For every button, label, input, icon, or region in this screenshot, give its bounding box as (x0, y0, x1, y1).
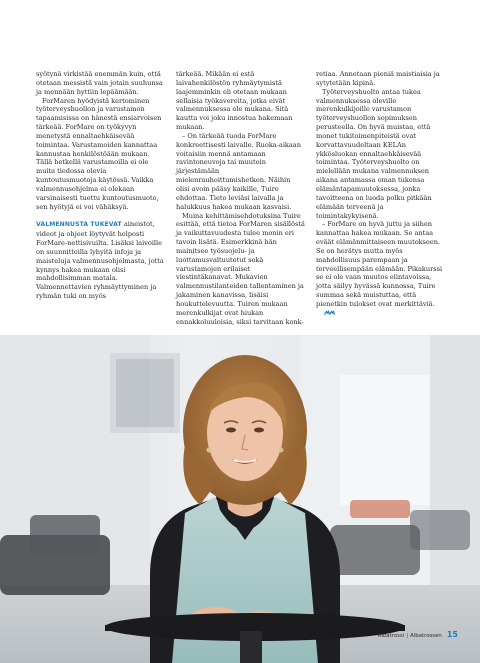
article-column-3 (316, 70, 446, 332)
paragraph: tärkeää. Mikään ei estä laivahenkilöstön ryhmäytymistä laajemminkin eli otetaan mukaan sellaisia työkavereita, jotka eivät valmennuksessa ole mukana. Sitä kautta voi joku innostua hakemaan mukaan. (176, 70, 293, 132)
double-wave-icon (318, 310, 335, 319)
magazine-name-swedish: Albatrossen (410, 633, 442, 639)
section-lead-in: VALMENNUSTA TUKEVAT (36, 221, 122, 229)
paragraph (316, 220, 446, 318)
paragraph: Muina kehittämisehdotuksina Tuire esittää, että tietoa ForMaren sisällöstä ja vaikuttavuudesta tulee monin eri tavoin lisätä. Esimerkkinä hän mainitsee työsuojelu- ja luottamusvaltuutetut sekä varustamojen erilaiset viestintäkanavat. Mukavien valmennustilanteiden tallentaminen ja jakaminen kanavissa, lisäisi houkuttelevuutta. Tuiren mukaan merenkulkijat ovat hiukan ennakkoluuloisia, siksi tarvitaan konk- (176, 211, 305, 326)
magazine-name: Albatrossi (377, 633, 405, 639)
paragraph: retiaa. Annetaan pieniä maistiaisia ja sytytetään kipinä. (316, 70, 440, 87)
page-number: 15 (446, 630, 458, 639)
paragraph: Työterveyshuolto antaa tukea valmennuksessa oleville merenkulkijoille varustamon työterveyshuollon sopimuksen perusteella. On hyvä muistaa, että monet tukitoimenpiteistä ovat korvattavuudeltaan KELAn ykkösluokan ennaltaehkäisevää toimintaa. Työterveyshuolto on mielellään mukana valmennuksen aikana antamassa oman tukensa elämäntapamuutoksessa, jonka tavoitteena on luoda polku pitkään elämään terveenä ja toimintakykyisenä. (316, 87, 432, 220)
paragraph: ForMaren hyödyistä kertominen työterveyshuollon ja varustamon tapaamisissa on hänestä ensiarvoisen tärkeää. ForMare on työkyvyn menetystä ennaltaehkäisevää toimintaa. Varustamoiden kannattaa kannustaa henkilöstöään mukaan. Tällä hetkellä varustamoilla ei ole muita tiedossa olevia kuntoutusmuotoja käytössä. Vaikka valmennusohjelma ei olekaan varsinaisesti tuettu kuntoutusmuoto, sen hyötyjä ei voi vähäksyä. (36, 96, 162, 211)
article-column-2 (176, 70, 306, 332)
article-columns (36, 70, 448, 332)
portrait-photo (0, 335, 480, 663)
footer-separator: | (406, 633, 409, 639)
article-column-1 (36, 70, 166, 332)
paragraph: syötynä virkistää enemmän kuin, että otetaan messistä vain jotain suuhunsa ja mennään hyttiin lepäämään. (36, 70, 163, 96)
paragraph (36, 220, 166, 301)
page-footer (378, 630, 458, 639)
paragraph-text: – ForMare on hyvä juttu ja siihen kannattaa hakea mukaan. Se antaa eväät elämänmittaiseen muutokseen. Se on herätys mutta myös mahdollisuus parempaan ja terveellisempään elämään. Pikakurssi se ei ole vaan muutos elintavoissa, jotta säilyy hyvässä kunnossa, Tuire summaa sekä muistuttaa, että pienetkin tulokset ovat merkittäviä. (316, 220, 443, 308)
paragraph: – On tärkeää tuoda ForMare konkreettisesti laivalle. Ruoka-aikaan voitaisiin mennä antamaan ravintoneuvoja tai muutoin järjestämään mielenrauhoittumishetken. Näihin olisi avoin pääsy kaikille, Tuire ehdottaa. Tieto leviäsi laivalla ja halukkuus hakea mukaan kasvaisi. (176, 131, 301, 211)
paragraph-text: aineistot, videot ja ohjeet löytyvät helposti ForMare-nettisivuilta. Lisäksi laivoille on suunnitteilla lyhyitä infoja ja maisteluja valmennusohjelmasta, jotta kynnys hakea mukaan olisi mahdollisimman matala. Valmennettavien ryhmäyttyminen ja ryhmän tuki on myös (36, 220, 164, 301)
